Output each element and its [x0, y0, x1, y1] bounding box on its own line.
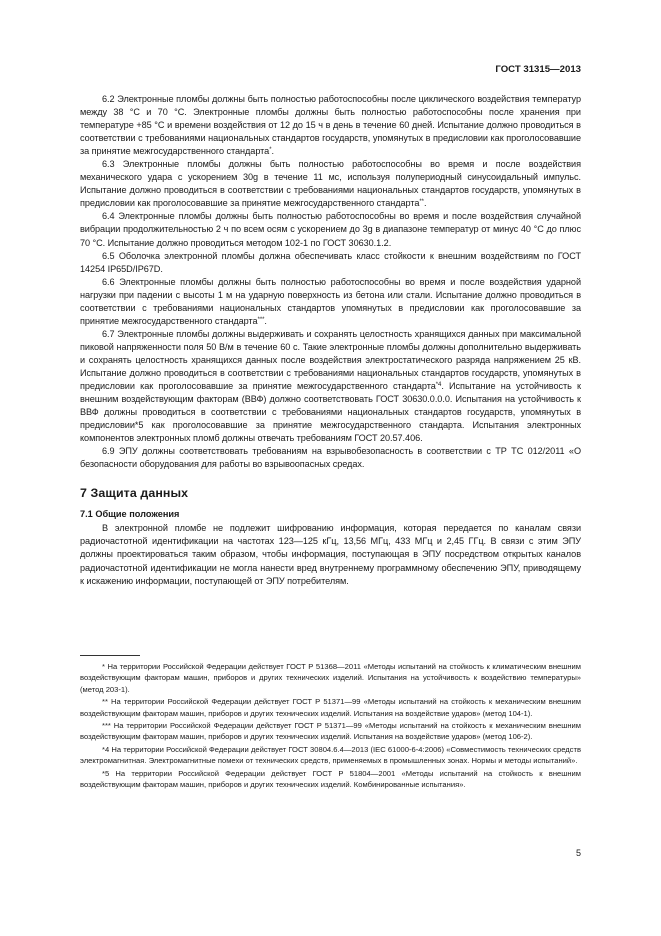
- footnote-1: * На территории Российской Федерации действует ГОСТ Р 51368—2011 «Методы испытаний на стойкость к климатическим внешним воздействующим факторам машин, приборов и других технических изделий. Испытания на устойчивость к воздействию температуры» (метод 203-1).: [80, 662, 581, 694]
- subsection-heading: 7.1 Общие положения: [80, 509, 180, 520]
- paragraph-text: 6.7 Электронные пломбы должны выдерживать и сохранять целостность хранящихся данных при максимальной пиковой напряженности поля 50 В/м в течение 60 с. Такие электронные пломбы должны дополнительно выдерживать и сохранять целостность хранящихся данных после воздействия электростатического разряда напряжением 25 кВ. Испытание должно проводиться в соответствии с требованиями национальных стандартов государств, упомянутых в предисловии как проголосовавшие за принятие межгосударственного стандарта: [80, 328, 581, 392]
- paragraph-text: 6.4 Электронные пломбы должны быть полностью работоспособны во время и после воздействия случайной вибрации продолжительностью 2 ч по всем осям с ускорением до 3g в диапазоне температур от минус 40 °С до плюс 70 °С. Испытание должно проводиться методом 102-1 по ГОСТ 30630.1.2.: [80, 211, 581, 248]
- footnote-5: *5 На территории Российской Федерации действует ГОСТ Р 51804—2001 «Методы испытаний на стойкость к внешним воздействующим факторам машин, приборов и других технических изделий. Комбинированные испытания».: [80, 768, 581, 790]
- footnote-2: ** На территории Российской Федерации действует ГОСТ Р 51371—99 «Методы испытаний на стойкость к механическим внешним воздействующим факторам машин, приборов и других технических изделий. Испытания на воздействие ударов» (метод 104-1).: [80, 697, 581, 718]
- footnote-divider: [80, 655, 140, 656]
- footnote-ref: **: [419, 199, 424, 206]
- paragraph-7-1: В электронной пломбе не подлежит шифрованию информация, которая передается по каналам связи радиочастотной идентификации на частотах 123—125 кГц, 13,56 МГц, 433 МГц и 2,45 ГГц. В связи с этим ЭПУ должны проектироваться таким образом, чтобы информация, поступающая в ЭПУ посредством открытых каналов радиочастотной идентификации не могла нанести вред внутреннему программному обеспечению ЭПУ, приводящему к искажению информации, поступающей от ЭПУ потребителям.: [80, 523, 581, 586]
- footnote-ref: *: [269, 147, 272, 154]
- footnote-4: *4 На территории Российской Федерации действует ГОСТ 30804.6.4—2013 (IEC 61000-6-4:2006) «Совместимость технических средств электромагнитная. Электромагнитные помехи от технических средств, применяемых в промышленных зонах. Нормы и методы испытаний».: [80, 744, 581, 766]
- page-number: 5: [575, 848, 581, 858]
- section-heading: 7 Защита данных: [80, 486, 189, 501]
- paragraph-6-7: [80, 328, 581, 445]
- document-body: [80, 93, 581, 588]
- paragraph-text: 6.3 Электронные пломбы должны быть полностью работоспособны во время и после воздействия механического удара с ускорением 30g в течение 11 мс, используя полупериодный синусоидальный импульс. Испытание должно проводиться в соответствии с требованиями национальных стандартов государств, упомянутых в предисловии как проголосовавшие за принятие межгосударственного стандарта: [80, 159, 581, 209]
- paragraph-6-3: [80, 158, 581, 210]
- paragraph-tail: .: [264, 315, 267, 326]
- footnote-ref: *4: [435, 382, 442, 389]
- paragraph-6-4: [80, 210, 581, 249]
- document-header: ГОСТ 31315—2013: [495, 64, 581, 75]
- paragraph-6-9: [80, 445, 581, 471]
- paragraph-tail: .: [423, 198, 427, 209]
- footnote-3: *** На территории Российской Федерации действует ГОСТ Р 51371—99 «Методы испытаний на стойкость к механическим внешним воздействующим факторам машин, приборов и других технических изделий. Испытания на воздействие ударов» (метод 106-2).: [80, 721, 581, 742]
- paragraph-text: 6.2 Электронные пломбы должны быть полностью работоспособны после циклического воздействия температур между 38 °С и 70 °С. Электронные пломбы должны быть полностью работоспособны после хранения при температуре +85 °С и времени воздействия от 12 до 15 ч в день в течение 60 дней. Испытание должно проводиться в соответствии с требованиями национальных стандартов государств, упомянутых в предисловии как проголосовавшие за принятие межгосударственного стандарта: [80, 94, 581, 157]
- footnotes: [80, 661, 581, 791]
- paragraph-tail: .: [271, 146, 275, 157]
- paragraph-text: 6.6 Электронные пломбы должны быть полностью работоспособны во время и после воздействия ударной нагрузки при падении с высоты 1 м на ударную поверхность из бетона или стали. Испытание должно проводиться в соответствии с требованиями национальных стандартов упомянутых в предисловии как проголосовавшие за принятие межгосударственного стандарта: [80, 276, 581, 326]
- paragraph-6-5: [80, 250, 581, 276]
- paragraph-6-2: [80, 93, 581, 158]
- footnote-ref: ***: [257, 316, 265, 323]
- paragraph-text: 6.5 Оболочка электронной пломбы должна обеспечивать класс стойкости к внешним воздействиям по ГОСТ 14254 IP65D/IP67D.: [80, 250, 581, 274]
- paragraph-6-6: [80, 276, 581, 328]
- paragraph-tail: . Испытание на устойчивость к внешним воздействующим факторам (ВВФ) должно соответствовать ГОСТ 30630.0.0.0. Испытания на устойчивость к ВВФ должны проводиться в соответствии с требованиями национальных стандартов государств, упомянутых в предисловии*5 как проголосовавшие за принятие межгосударственного стандарта. Испытания электронных компонентов электронных пломб должны отвечать требованиям ГОСТ 20.57.406.: [80, 381, 581, 444]
- paragraph-text: 6.9 ЭПУ должны соответствовать требованиям на взрывобезопасность в соответствии с ТР ТС 012/2011 «О безопасности оборудования для работы во взрывоопасных средах.: [80, 446, 581, 470]
